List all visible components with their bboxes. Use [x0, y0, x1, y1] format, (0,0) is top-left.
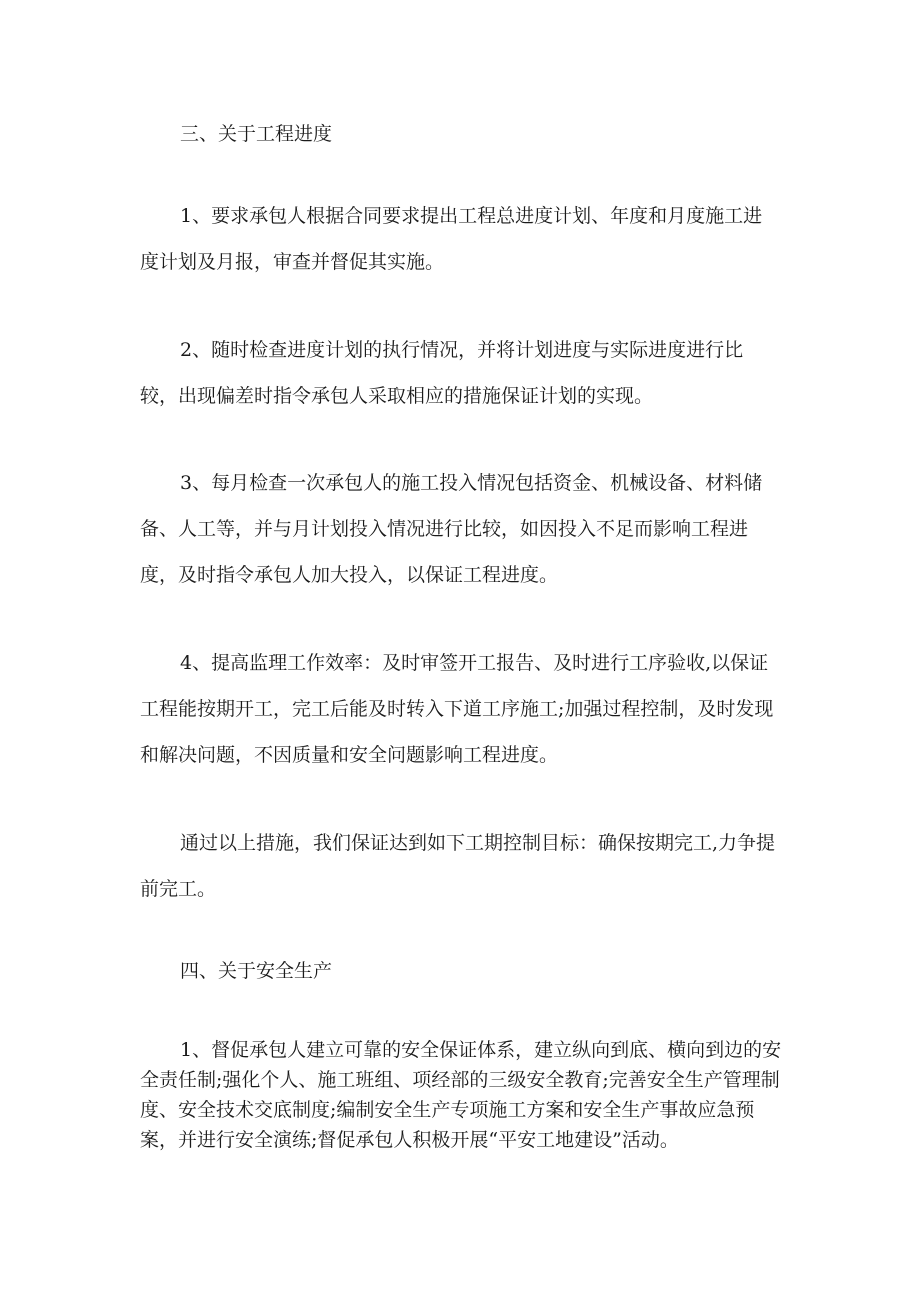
section-4-heading: 四、关于安全生产	[180, 960, 333, 982]
section-3-item-2: 2、随时检查进度计划的执行情况，并将计划进度与实际进度进行比较，出现偏差时指令承包人采取相应的措施保证计划的实现。	[140, 339, 744, 407]
section-3-summary: 通过以上措施，我们保证达到如下工期控制目标：确保按期完工,力争提前完工。	[140, 832, 776, 900]
section-3-item-3: 3、每月检查一次承包人的施工投入情况包括资金、机械设备、材料储备、人工等，并与月计划投入情况进行比较，如因投入不足而影响工程进度，及时指令承包人加大投入，以保证工程进度。	[140, 472, 763, 586]
section-3-item-4: 4、提高监理工作效率：及时审签开工报告、及时进行工序验收,以保证工程能按期开工，完工后能及时转入下道工序施工;加强过程控制，及时发现和解决问题，不因质量和安全问题影响工程进度。	[140, 652, 774, 766]
section-3-heading: 三、关于工程进度	[180, 123, 333, 145]
section-3-item-1: 1、要求承包人根据合同要求提出工程总进度计划、年度和月度施工进度计划及月报，审查并督促其实施。	[140, 205, 763, 273]
section-4-item-1: 1、督促承包人建立可靠的安全保证体系，建立纵向到底、横向到边的安全责任制;强化个人、施工班组、项经部的三级安全教育;完善安全生产管理制度、安全技术交底制度;编制安全生产专项施工方案和安全生产事故应急预案，并进行安全演练;督促承包人积极开展“平安工地建设”活动。	[140, 1039, 782, 1151]
